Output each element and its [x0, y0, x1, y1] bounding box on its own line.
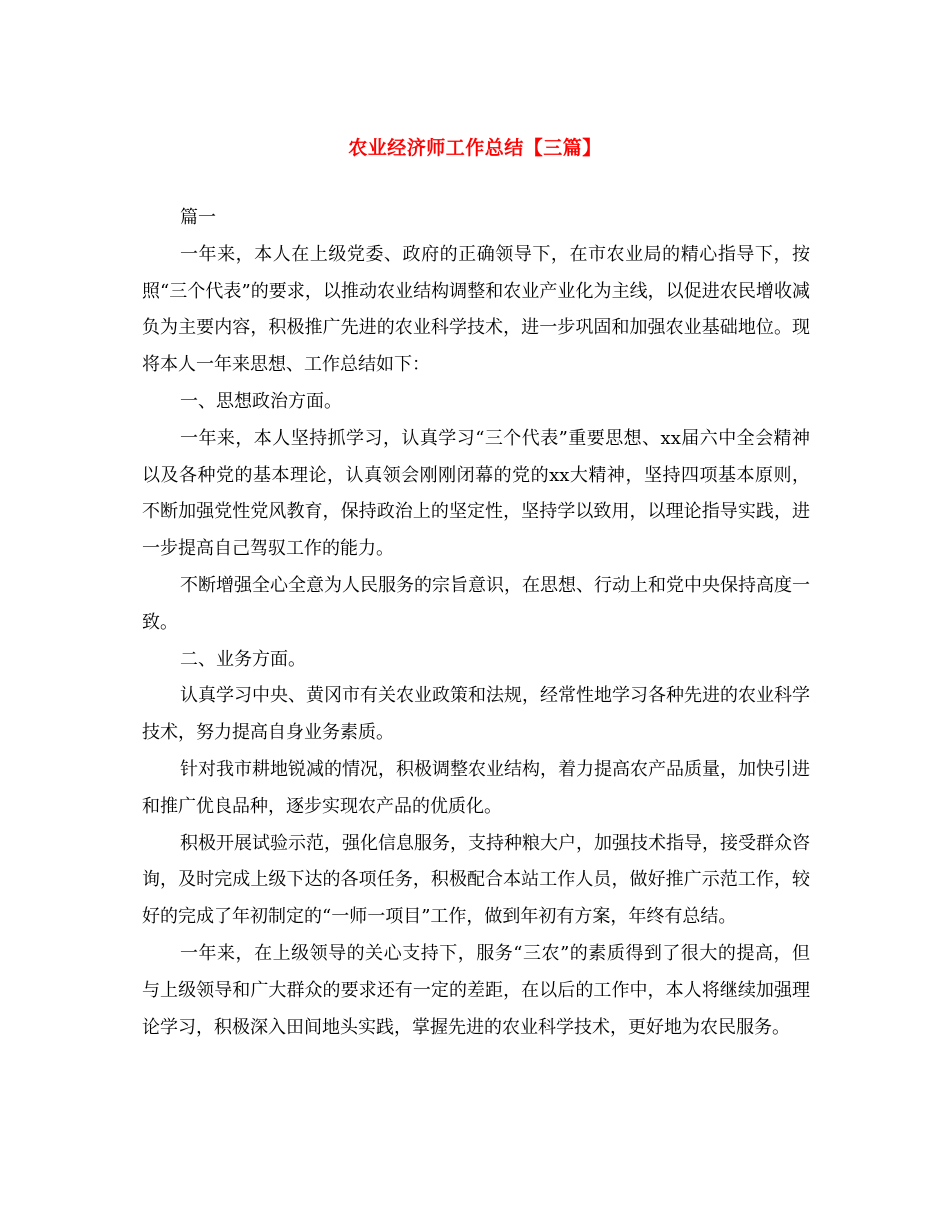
political-paragraph: 一年来，本人坚持抓学习，认真学习“三个代表”重要思想、xx届六中全会精神以及各种党的基本理论，认真领会刚刚闭幕的党的xx大精神，坚持四项基本原则，不断加强党性党风教育，保持政治上的坚定性，坚持学以致用，以理论指导实践，进一步提高自己驾驭工作的能力。	[142, 427, 810, 560]
service-paragraph: 不断增强全心全意为人民服务的宗旨意识，在思想、行动上和党中央保持高度一致。	[142, 574, 810, 633]
section-heading-political: 一、思想政治方面。	[180, 390, 342, 412]
section-heading-business: 二、业务方面。	[180, 648, 306, 670]
study-paragraph: 认真学习中央、黄冈市有关农业政策和法规，经常性地学习各种先进的农业科学技术，努力提高自身业务素质。	[142, 685, 810, 744]
demonstration-paragraph: 积极开展试验示范，强化信息服务，支持种粮大户，加强技术指导，接受群众咨询，及时完成上级下达的各项任务，积极配合本站工作人员，做好推广示范工作，较好的完成了年初制定的“一师一项目”工作，做到年初有方案，年终有总结。	[142, 832, 810, 928]
document-body	[142, 200, 810, 1046]
document-title: 农业经济师工作总结【三篇】	[348, 137, 602, 159]
intro-paragraph: 一年来，本人在上级党委、政府的正确领导下，在市农业局的精心指导下，按照“三个代表”的要求，以推动农业结构调整和农业产业化为主线，以促进农民增收减负为主要内容，积极推广先进的农业科学技术，进一步巩固和加强农业基础地位。现将本人一年来思想、工作总结如下：	[142, 243, 810, 376]
conclusion-paragraph: 一年来，在上级领导的关心支持下，服务“三农”的素质得到了很大的提高，但与上级领导和广大群众的要求还有一定的差距，在以后的工作中，本人将继续加强理论学习，积极深入田间地头实践，掌握先进的农业科学技术，更好地为农民服务。	[142, 942, 810, 1038]
structure-paragraph: 针对我市耕地锐减的情况，积极调整农业结构，着力提高农产品质量，加快引进和推广优良品种，逐步实现农产品的优质化。	[142, 758, 810, 817]
section-heading-part-one: 篇一	[180, 207, 216, 228]
